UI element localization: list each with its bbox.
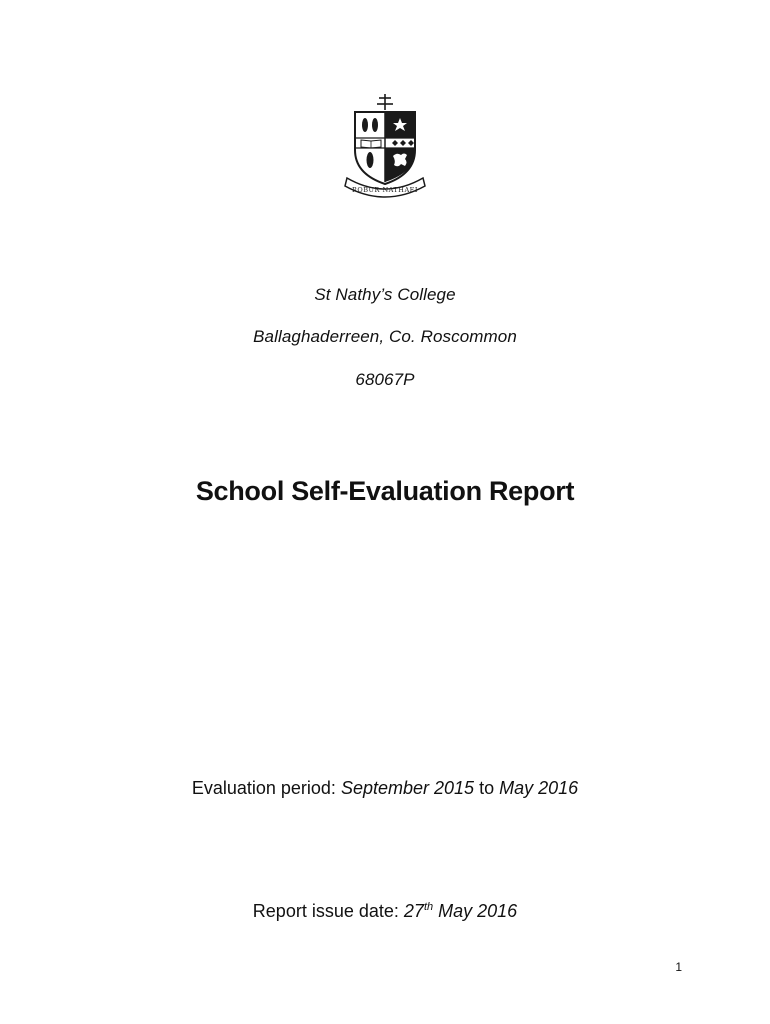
issue-month-year: May 2016	[438, 901, 518, 921]
school-crest-icon	[337, 92, 433, 200]
page-number: 1	[675, 960, 682, 974]
evaluation-period-label: Evaluation period:	[191, 778, 336, 798]
evaluation-period	[0, 778, 770, 799]
evaluation-start: September 2015	[340, 778, 475, 798]
issue-day	[404, 901, 433, 921]
issue-day-suffix: th	[423, 901, 434, 913]
issue-day-number: 27	[403, 901, 424, 921]
page-title: School Self-Evaluation Report	[195, 476, 575, 506]
report-issue-date	[0, 901, 770, 922]
evaluation-end: May 2016	[499, 778, 579, 798]
roll-number: 68067P	[355, 370, 415, 389]
school-address: Ballaghaderreen, Co. Roscommon	[253, 327, 517, 346]
svg-text:ROBUR NATHAEI: ROBUR NATHAEI	[352, 186, 418, 194]
evaluation-to: to	[479, 778, 495, 798]
issue-date-label: Report issue date:	[252, 901, 399, 921]
school-name: St Nathy’s College	[314, 285, 456, 304]
